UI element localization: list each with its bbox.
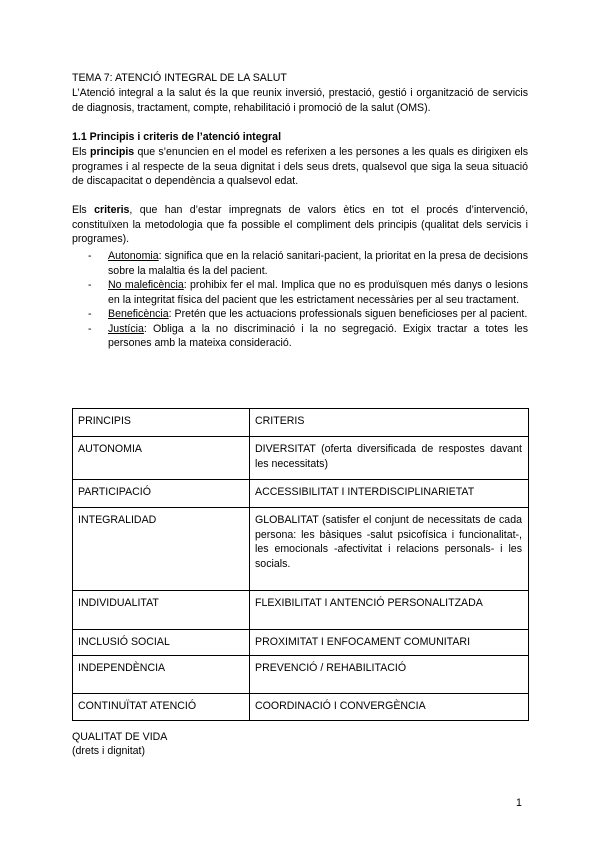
table-cell: PREVENCIÓ / REHABILITACIÓ [250,656,529,694]
principis-text: que s’enuncien en el model es referixen a les persones a les quals es dirigixen els programes i al respecte de la seua dignitat i dels seus drets, qualsevol que siga la seua situació de discapacitat o dependència a qualsevol edat. [72,146,528,187]
table-row [73,656,529,694]
list-item [88,249,528,278]
rights-dignity-label: (drets i dignitat) [72,745,146,757]
principles-criteria-table [72,408,529,721]
table-cell: FLEXIBILITAT I ANTENCIÓ PERSONALITZADA [250,591,529,630]
criteria-term: Autonomia [108,250,159,262]
table-cell: DIVERSITAT (oferta diversificada de respostes davant les necessitats) [250,437,529,480]
table-cell: CONTINUÏTAT ATENCIÓ [73,694,250,721]
list-dash: - [88,308,92,320]
table-cell: AUTONOMIA [73,437,250,480]
page-number: 1 [516,797,522,809]
intro-paragraph: L’Atenció integral a la salut és la que reunix inversió, prestació, gestió i organització de servicis de diagnosis, tractament, compte, rehabilitació i promoció de la salut (OMS). [72,87,528,114]
criteria-term: No maleficència [108,279,184,291]
table-cell: INTEGRALIDAD [73,508,250,591]
table-cell: INDIVIDUALITAT [73,591,250,630]
list-item [88,307,528,322]
header-cell-criteris: CRITERIS [250,409,529,437]
criteris-paragraph [72,203,528,247]
principis-lead: Els [72,146,87,158]
table-cell: INCLUSIÓ SOCIAL [73,630,250,656]
criteria-text: : prohibix fer el mal. Implica que no es produïsquen més danys o lesions en la integritat física del pacient que les estrictament necessàries per al seu tractament. [108,279,528,306]
table-row [73,694,529,721]
principis-paragraph [72,145,528,189]
criteris-lead: Els [72,204,87,216]
criteria-term: Beneficència [108,308,169,320]
list-item [88,278,528,307]
criteria-text: : Pretén que les actuacions professionals siguen beneficioses per al pacient. [168,308,528,320]
table-cell: GLOBALITAT (satisfer el conjunt de necessitats de cada persona: les bàsiques -salut psicofísica i funcionalitat-, les emocionals -afectivitat i relacions personals- i les socials. [250,508,529,591]
table-row [73,508,529,591]
table-cell: ACCESSIBILITAT I INTERDISCIPLINARIETAT [250,480,529,508]
principis-term: principis [90,146,135,158]
quality-of-life-label: QUALITAT DE VIDA [72,731,168,743]
document-title: TEMA 7: ATENCIÓ INTEGRAL DE LA SALUT [72,72,287,84]
criteria-term: Justícia [108,322,144,335]
table-row [73,630,529,656]
list-dash: - [88,250,92,262]
table-cell: PROXIMITAT I ENFOCAMENT COMUNITARI [250,630,529,656]
criteria-text: : significa que en la relació sanitari-pacient, la prioritat en la presa de decisions sobre la malaltia és la del pacient. [108,250,528,277]
list-dash: - [88,279,92,291]
list-item [88,322,528,351]
table-cell: PARTICIPACIÓ [73,480,250,508]
table-cell: INDEPENDÈNCIA [73,656,250,694]
criteria-list [88,249,528,351]
table-row [73,591,529,630]
table-row [73,437,529,480]
table-header-row [73,409,529,437]
table-cell: COORDINACIÓ I CONVERGÈNCIA [250,694,529,721]
section-heading: 1.1 Principis i criteris de l’atenció integral [72,131,282,143]
criteris-text: , que han d’estar impregnats de valors ètics en tot el procés d’intervenció, constituïxen la metodologia que fa possible el compliment dels principis (qualitat dels servicis i programes). [72,204,528,245]
header-cell-principis: PRINCIPIS [73,409,250,437]
list-dash: - [88,322,92,335]
criteris-term: criteris [94,204,130,216]
criteria-text: : Obliga a la no discriminació i la no segregació. Exigix tractar a totes les persones amb la mateixa consideració. [108,322,528,349]
table-row [73,480,529,508]
